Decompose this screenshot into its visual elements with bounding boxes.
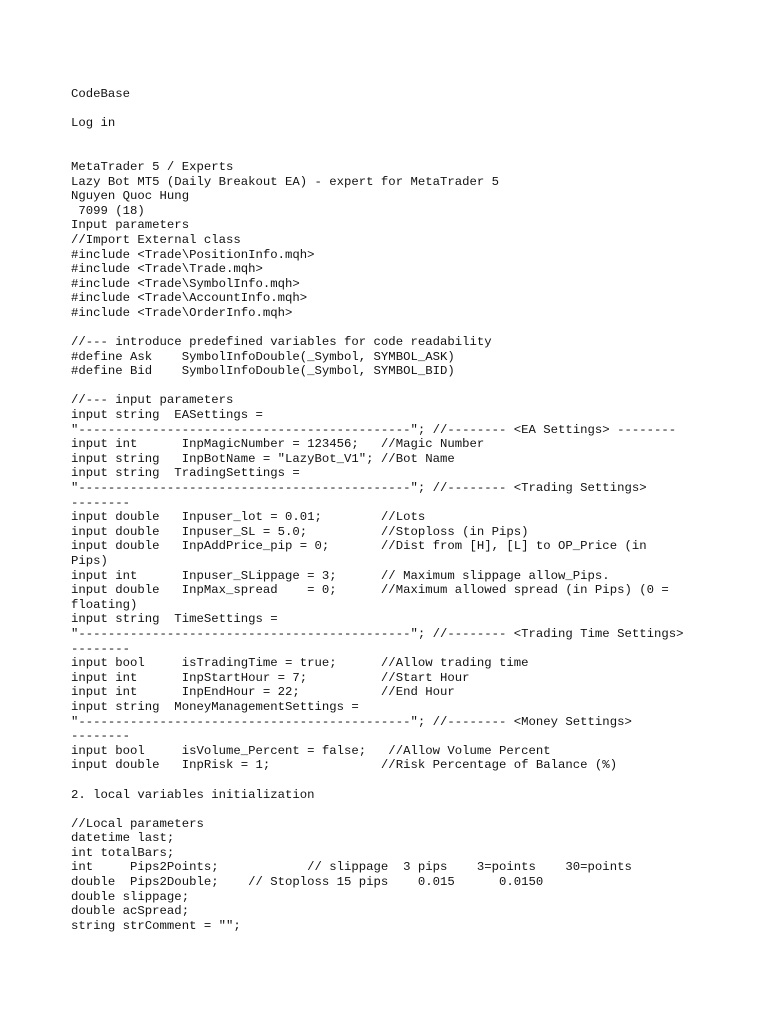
- code-line: input bool isVolume_Percent = false; //Allow Volume Percent: [71, 743, 551, 758]
- spacer: [71, 802, 751, 817]
- code-line: input int InpStartHour = 7; //Start Hour: [71, 670, 470, 685]
- code-line: //--- input parameters: [71, 393, 234, 408]
- code-line: int Pips2Points; // slippage 3 pips 3=points 30=points: [71, 860, 632, 875]
- breadcrumb[interactable]: MetaTrader 5 / Experts: [71, 159, 234, 174]
- code-line: #include <Trade\OrderInfo.mqh>: [71, 305, 293, 320]
- code-line: "---------------------------------------------"; //-------- <Money Settings>: [71, 714, 632, 729]
- code-line: datetime last;: [71, 831, 175, 846]
- code-line: int totalBars;: [71, 845, 175, 860]
- spacer: [71, 102, 751, 117]
- inputs-block: [71, 393, 751, 772]
- code-line: double acSpread;: [71, 904, 190, 919]
- code-line: #define Ask SymbolInfoDouble(_Symbol, SYMBOL_ASK): [71, 349, 455, 364]
- code-line: #define Bid SymbolInfoDouble(_Symbol, SYMBOL_BID): [71, 364, 455, 379]
- spacer: [71, 145, 751, 160]
- spacer: [71, 321, 751, 336]
- code-line: input double Inpuser_lot = 0.01; //Lots: [71, 510, 426, 525]
- code-line: input int InpEndHour = 22; //End Hour: [71, 685, 455, 700]
- code-line: input int Inpuser_SLippage = 3; // Maximum slippage allow_Pips.: [71, 568, 610, 583]
- code-line: input double InpRisk = 1; //Risk Percentage of Balance (%): [71, 758, 618, 773]
- codebase-link[interactable]: CodeBase: [71, 87, 131, 101]
- code-line: //--- introduce predefined variables for code readability: [71, 335, 492, 350]
- code-line: "---------------------------------------------"; //-------- <EA Settings> --------: [71, 422, 677, 437]
- code-line: input double InpAddPrice_pip = 0; //Dist from [H], [L] to OP_Price (in: [71, 539, 647, 554]
- code-line: input string MoneyManagementSettings =: [71, 699, 359, 714]
- code-line: input string EASettings =: [71, 408, 263, 423]
- code-line: Pips): [71, 554, 108, 568]
- code-line: double Pips2Double; // Stoploss 15 pips 0.015 0.0150: [71, 875, 544, 890]
- author-link[interactable]: Nguyen Quoc Hung: [71, 189, 190, 204]
- locals-block: [71, 817, 751, 934]
- code-line: input string InpBotName = "LazyBot_V1"; //Bot Name: [71, 451, 455, 466]
- code-line: "---------------------------------------------"; //-------- <Trading Settings>: [71, 481, 647, 496]
- page-title: Lazy Bot MT5 (Daily Breakout EA) - expert for MetaTrader 5: [71, 174, 500, 189]
- code-line: input double Inpuser_SL = 5.0; //Stoploss (in Pips): [71, 524, 529, 539]
- login-link[interactable]: Log in: [71, 116, 116, 131]
- section-label: Input parameters: [71, 218, 190, 233]
- local-heading: 2. local variables initialization: [71, 787, 315, 802]
- code-line: "---------------------------------------------"; //-------- <Trading Time Settings>: [71, 626, 684, 641]
- code-line: input bool isTradingTime = true; //Allow trading time: [71, 656, 529, 671]
- code-line: floating): [71, 597, 138, 612]
- code-line: //Local parameters: [71, 816, 204, 831]
- code-line: input int InpMagicNumber = 123456; //Magic Number: [71, 437, 485, 452]
- spacer: [71, 379, 751, 394]
- code-line: #include <Trade\Trade.mqh>: [71, 262, 263, 277]
- spacer: [71, 131, 751, 146]
- imports-block: [71, 233, 751, 321]
- code-line: #include <Trade\AccountInfo.mqh>: [71, 291, 308, 306]
- code-line: --------: [71, 641, 131, 656]
- code-line: input string TradingSettings =: [71, 466, 300, 481]
- code-line: --------: [71, 495, 131, 510]
- code-line: input string TimeSettings =: [71, 612, 278, 627]
- spacer: [71, 773, 751, 788]
- code-line: double slippage;: [71, 889, 190, 904]
- stats-text: 7099 (18): [71, 203, 145, 218]
- code-line: string strComment = "";: [71, 918, 241, 933]
- defines-block: [71, 335, 751, 379]
- code-line: --------: [71, 729, 131, 744]
- code-line: input double InpMax_spread = 0; //Maximum allowed spread (in Pips) (0 =: [71, 583, 669, 598]
- code-line: //Import External class: [71, 232, 241, 247]
- document-page: [71, 87, 751, 933]
- code-line: #include <Trade\PositionInfo.mqh>: [71, 247, 315, 262]
- code-line: #include <Trade\SymbolInfo.mqh>: [71, 276, 300, 291]
